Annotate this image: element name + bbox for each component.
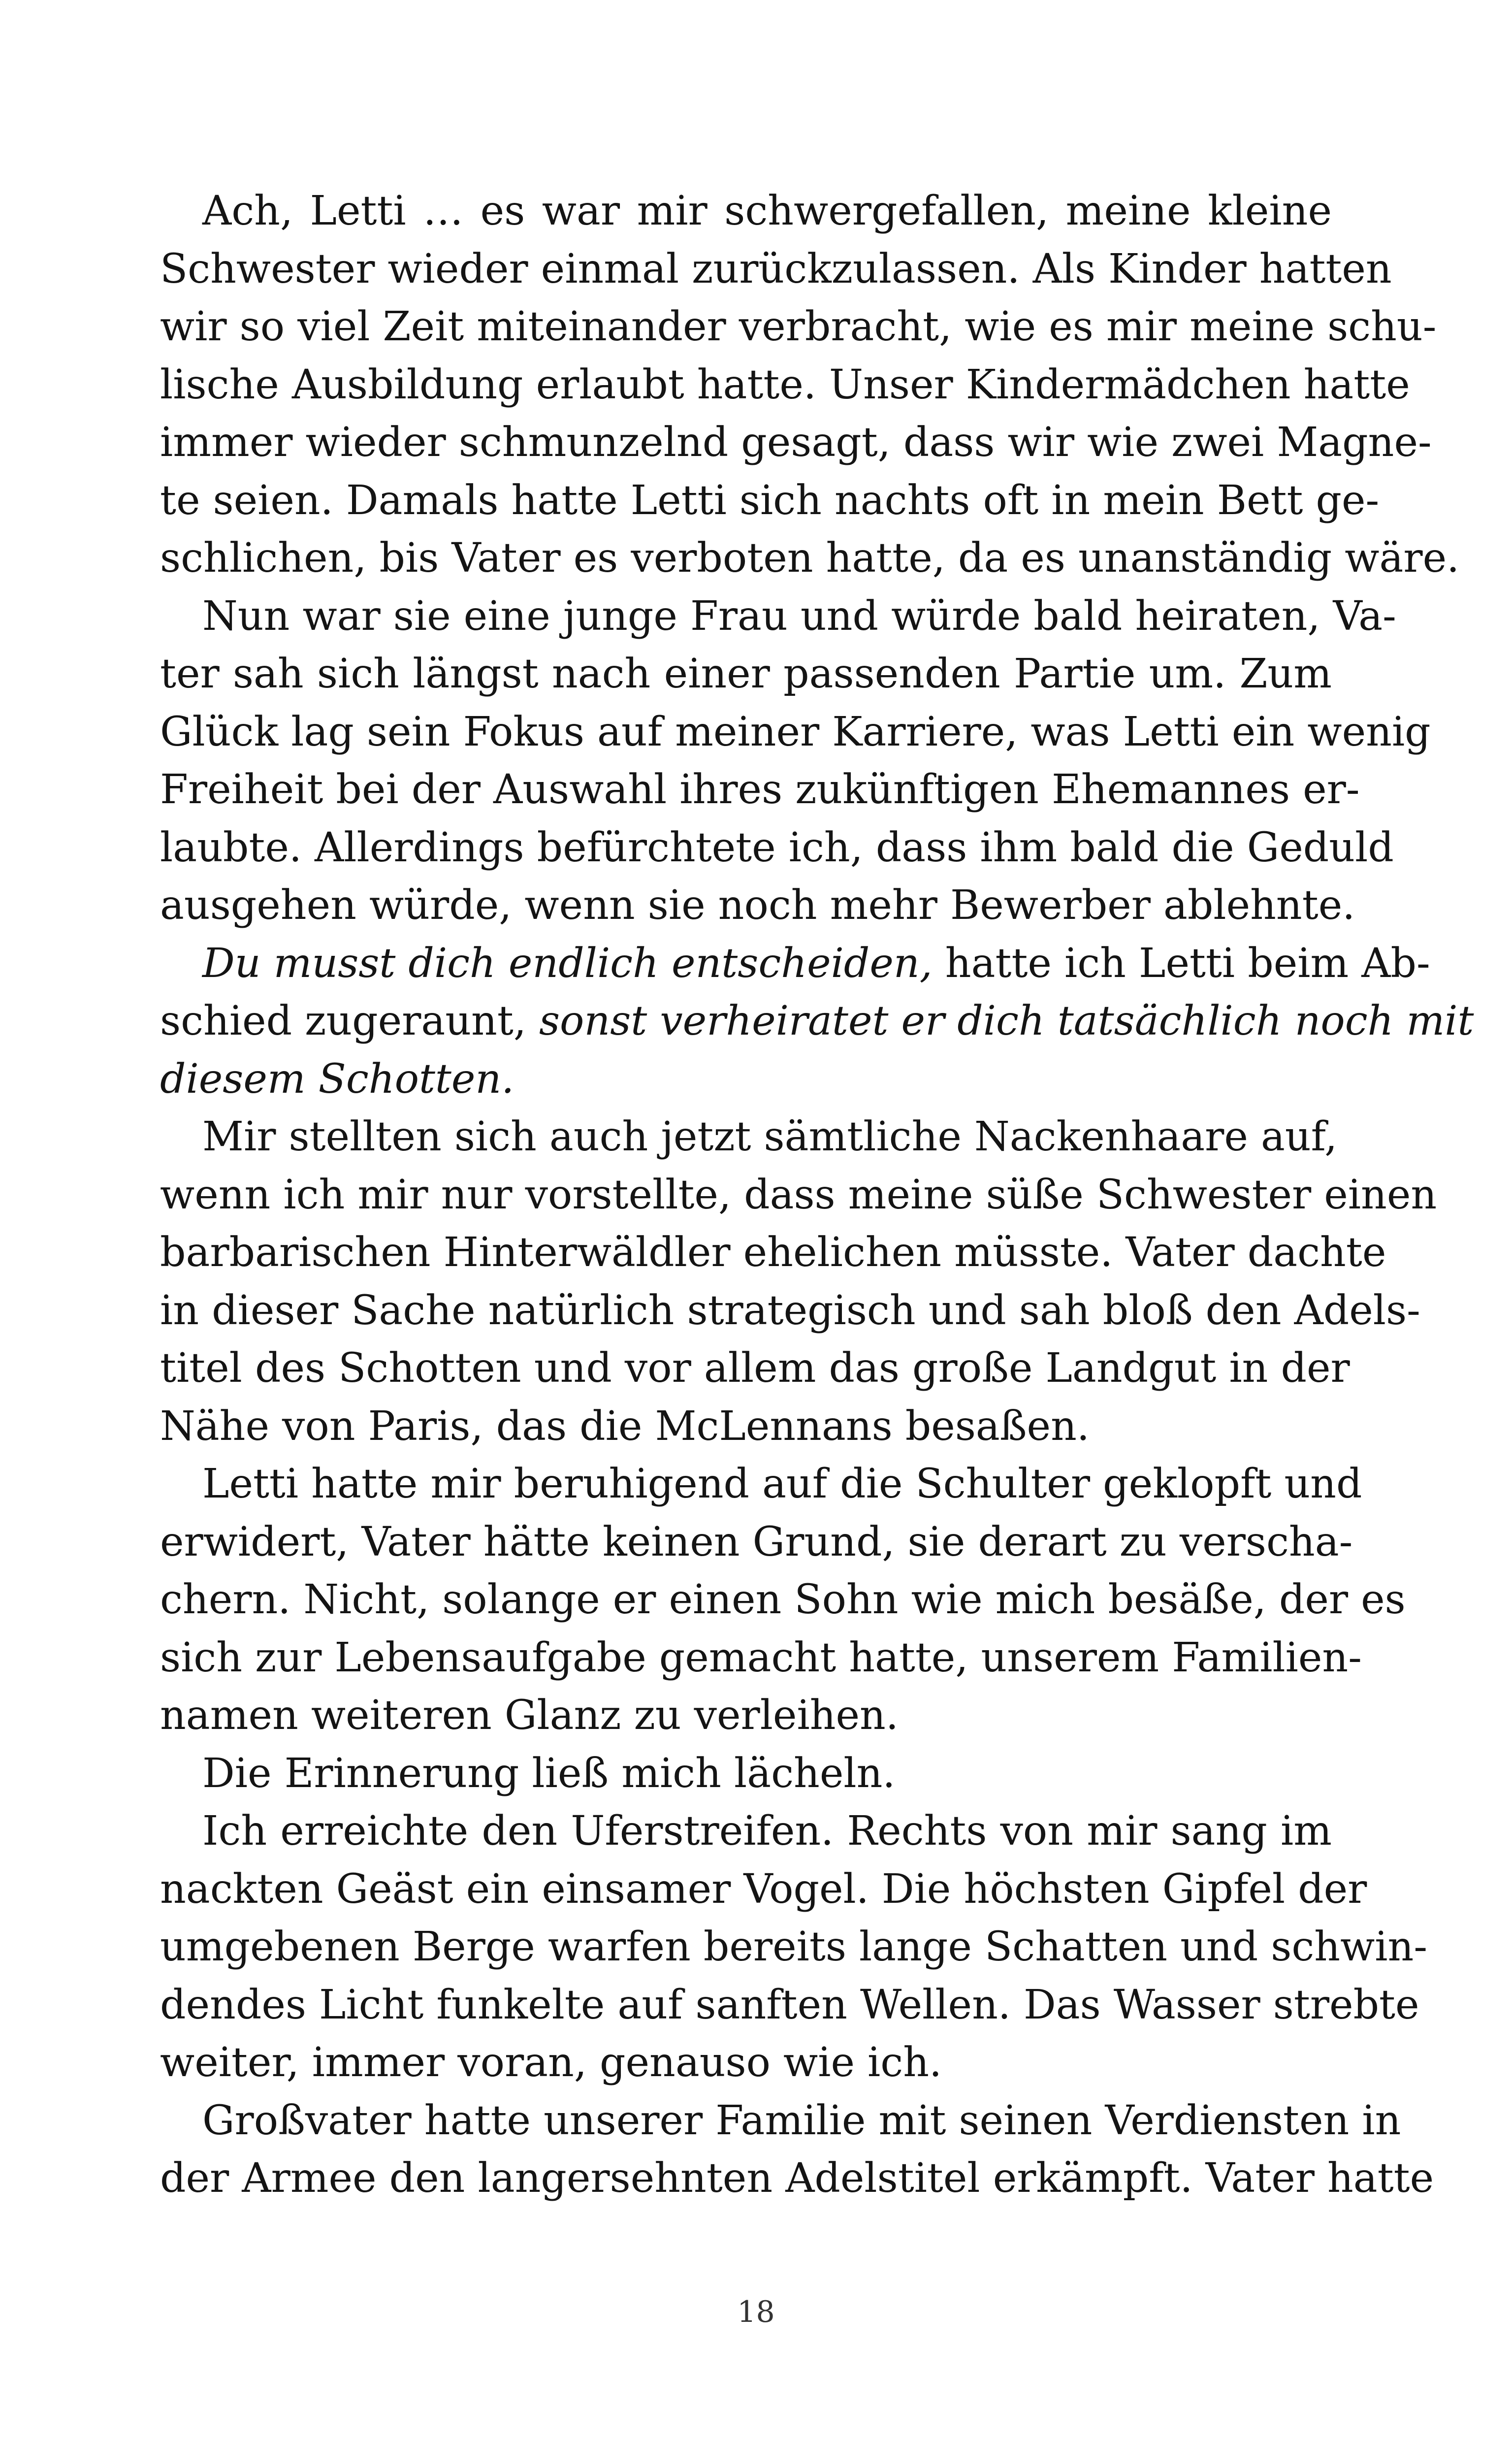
text-line — [160, 472, 1380, 530]
line-text: nackten Geäst ein einsamer Vogel. Die höchsten Gipfel der — [160, 1865, 1367, 1913]
line-text: Letti hatte mir beruhigend auf die Schulter geklopft und — [202, 1461, 1362, 1507]
line-text: ter sah sich längst nach einer passenden Partie um. Zum — [160, 651, 1332, 697]
line-text: immer wieder schmunzelnd gesagt, dass wir wie zwei Magne- — [160, 419, 1432, 466]
text-line — [160, 645, 1332, 703]
line-text: schlichen, bis Vater es verboten hatte, da es unanständig wäre. — [160, 535, 1460, 582]
text-line — [160, 1050, 1332, 1108]
text-line — [160, 877, 1355, 935]
page-number: 18 — [737, 2295, 775, 2329]
text-line — [160, 703, 1431, 761]
text-line — [160, 356, 1410, 414]
text-line — [160, 1455, 1362, 1513]
text-line — [160, 1339, 1350, 1398]
italic-text: sonst verheiratet er dich tatsächlich noch mit — [539, 998, 1474, 1044]
line-text: erwidert, Vater hätte keinen Grund, sie derart zu verscha- — [160, 1518, 1353, 1565]
text-line — [160, 1224, 1386, 1282]
line-text: Nähe von Paris, das die McLennans besaßen. — [160, 1402, 1090, 1450]
line-text: Glück lag sein Fokus auf meiner Karriere, was Letti ein wenig — [160, 708, 1431, 755]
line-text: Freiheit bei der Auswahl ihres zukünftigen Ehemannes er- — [160, 766, 1360, 813]
text-line — [160, 587, 1396, 646]
line-text: wir so viel Zeit miteinander verbracht, wie es mir meine schu- — [160, 303, 1437, 350]
text-line — [160, 1166, 1437, 1224]
text-line — [160, 1802, 1332, 1860]
text-line — [160, 1687, 1332, 1745]
text-line — [160, 2092, 1401, 2150]
line-text: sich zur Lebensaufgabe gemacht hatte, unserem Familien- — [160, 1634, 1362, 1681]
italic-text: Du musst dich endlich entscheiden, — [202, 940, 933, 987]
text-line — [160, 1745, 1332, 1803]
text-line — [160, 2034, 1332, 2092]
text-line — [160, 240, 1392, 298]
line-text: Großvater hatte unserer Familie mit seinen Verdiensten in — [202, 2097, 1401, 2144]
text-line — [160, 935, 1430, 993]
line-text: Mir stellten sich auch jetzt sämtliche Nackenhaare auf, — [202, 1113, 1338, 1160]
line-text: titel des Schotten und vor allem das große Landgut in der — [160, 1345, 1350, 1392]
line-text: laubte. Allerdings befürchtete ich, dass ihm bald die Geduld — [160, 824, 1394, 871]
line-text: Schwester wieder einmal zurückzulassen. Als Kinder hatten — [160, 245, 1392, 293]
text-line — [160, 1860, 1367, 1919]
line-text: Die Erinnerung ließ mich lächeln. — [202, 1750, 896, 1797]
text-line — [160, 819, 1394, 877]
line-text: umgebenen Berge warfen bereits lange Schatten und schwin- — [160, 1923, 1428, 1970]
line-text: hatte ich Letti beim Ab- — [932, 940, 1430, 987]
text-line — [160, 1918, 1428, 1976]
line-text: schied zugeraunt, — [160, 998, 539, 1044]
line-text: ausgehen würde, wenn sie noch mehr Bewerber ablehnte. — [160, 882, 1355, 929]
text-line — [160, 761, 1360, 819]
line-text: dendes Licht funkelte auf sanften Wellen. Das Wasser strebte — [160, 1981, 1419, 2028]
text-line — [160, 1571, 1406, 1629]
italic-text: diesem Schotten. — [160, 1055, 515, 1103]
line-text: der Armee den langersehnten Adelstitel erkämpft. Vater hatte — [160, 2155, 1434, 2202]
line-text: chern. Nicht, solange er einen Sohn wie mich besäße, der es — [160, 1576, 1406, 1623]
line-text: weiter, immer voran, genauso wie ich. — [160, 2039, 942, 2086]
text-line — [160, 529, 1460, 587]
line-text: Nun war sie eine junge Frau und würde bald heiraten, Va- — [202, 592, 1396, 640]
body-text — [160, 182, 1474, 2208]
line-text: barbarischen Hinterwäldler ehelichen müsste. Vater dachte — [160, 1229, 1386, 1276]
text-line — [160, 992, 1474, 1050]
line-text: wenn ich mir nur vorstellte, dass meine süße Schwester einen — [160, 1171, 1437, 1218]
text-line — [160, 182, 1332, 240]
line-text: namen weiteren Glanz zu verleihen. — [160, 1692, 899, 1739]
text-line — [160, 1108, 1338, 1166]
line-text: Ach, Letti … es war mir schwergefallen, meine kleine — [202, 188, 1332, 234]
text-line — [160, 1976, 1419, 2034]
text-line — [160, 1629, 1362, 1687]
text-line — [160, 1513, 1353, 1571]
text-line — [160, 2150, 1434, 2208]
line-text: te seien. Damals hatte Letti sich nachts oft in mein Bett ge- — [160, 477, 1380, 524]
line-text: Ich erreichte den Uferstreifen. Rechts von mir sang im — [202, 1808, 1332, 1855]
text-line — [160, 1398, 1332, 1456]
text-line — [160, 1282, 1420, 1340]
text-line — [160, 298, 1437, 356]
line-text: in dieser Sache natürlich strategisch und sah bloß den Adels- — [160, 1287, 1420, 1334]
line-text: lische Ausbildung erlaubt hatte. Unser Kindermädchen hatte — [160, 361, 1410, 408]
text-line — [160, 414, 1432, 472]
